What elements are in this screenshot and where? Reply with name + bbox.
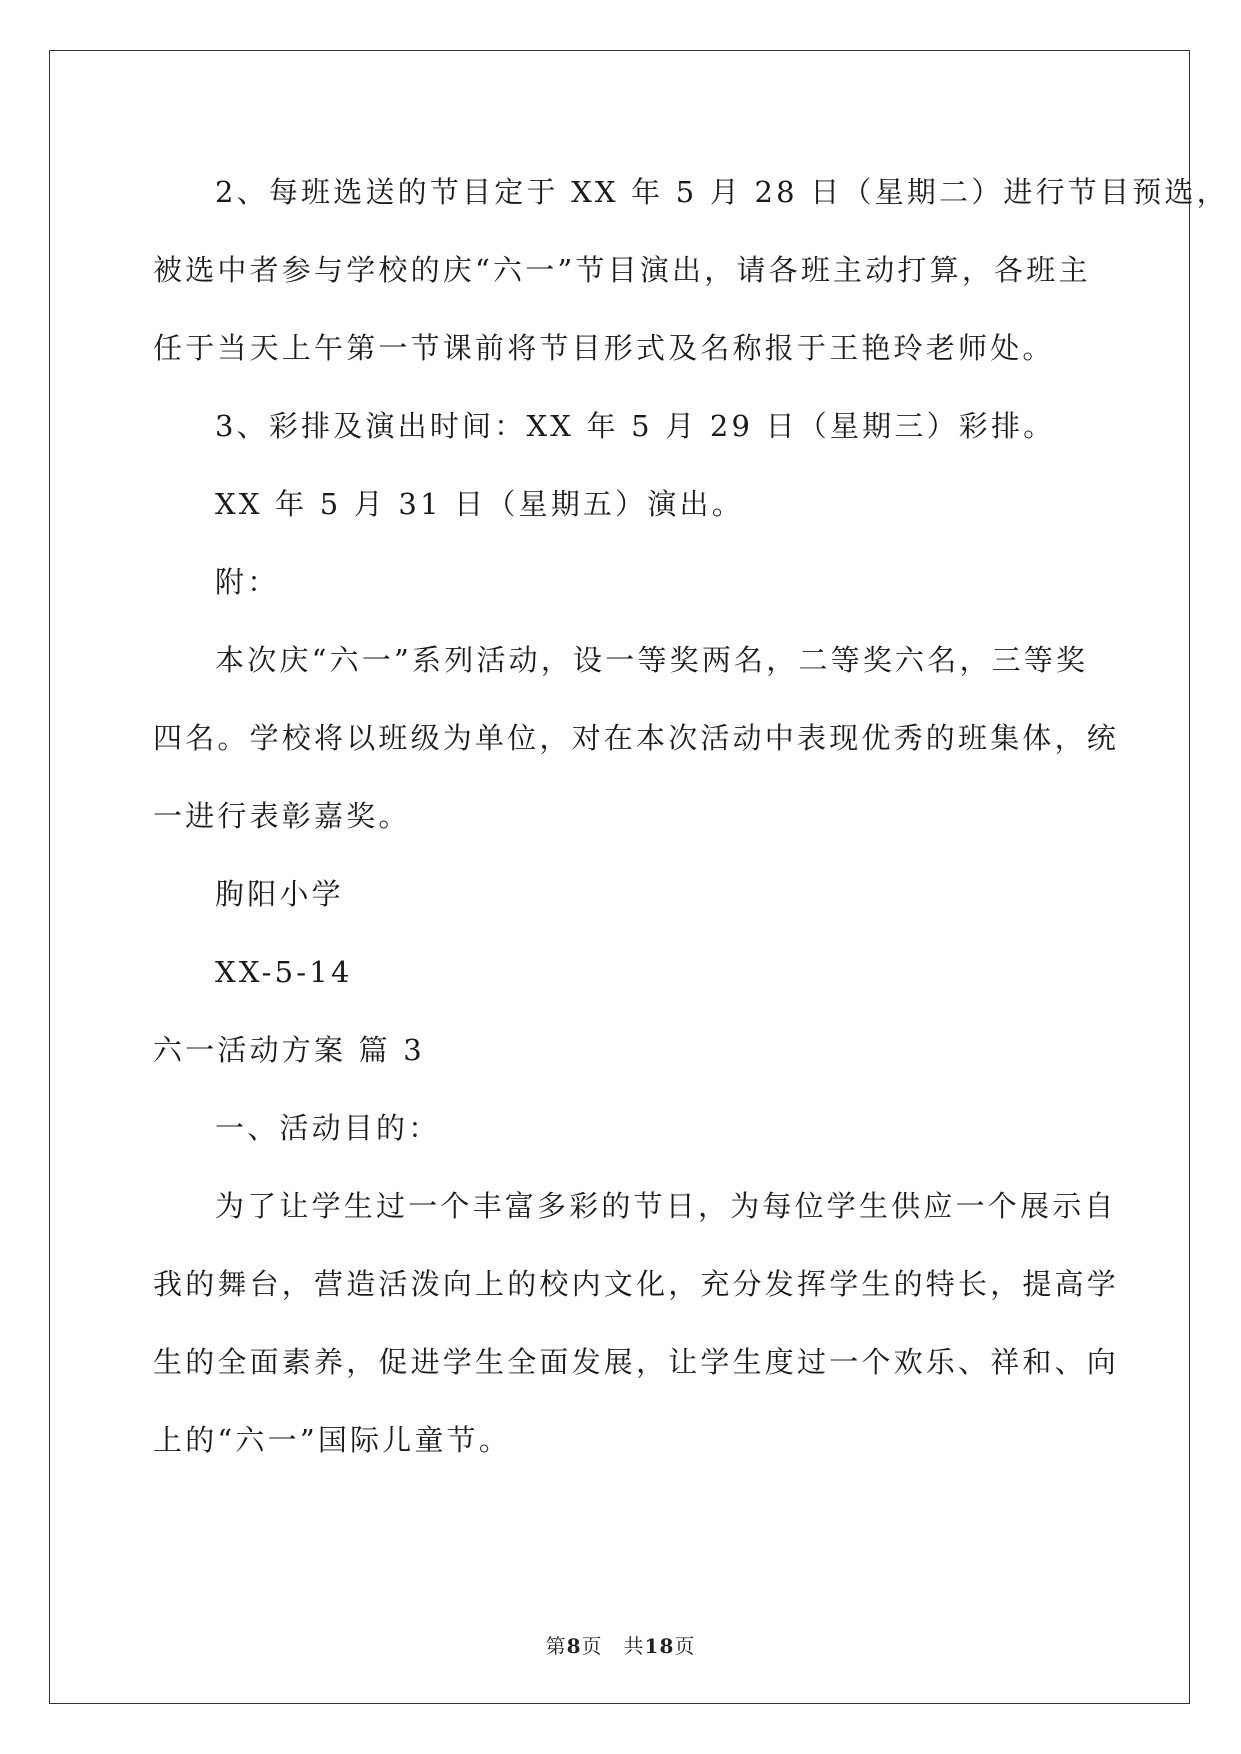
paragraph-line: 被选中者参与学校的庆“六一”节目演出，请各班主动打算，各班主 (153, 253, 1091, 287)
paragraph-line: 一进行表彰嘉奖。 (153, 799, 411, 833)
paragraph-line: XX 年 5 月 31 日（星期五）演出。 (215, 487, 744, 521)
paragraph-line: 四名。学校将以班级为单位，对在本次活动中表现优秀的班集体，统 (153, 721, 1120, 755)
paragraph-line: 本次庆“六一”系列活动，设一等奖两名，二等奖六名，三等奖 (215, 643, 1089, 677)
current-page-number: 8 (566, 1634, 582, 1658)
paragraph-line: 生的全面素养，促进学生全面发展，让学生度过一个欢乐、祥和、向 (153, 1345, 1120, 1379)
footer-suffix: 页 (674, 1634, 696, 1658)
footer-middle: 页 共 (581, 1634, 645, 1658)
paragraph-line: 2、每班选送的节目定于 XX 年 5 月 28 日（星期二）进行节目预选， (215, 175, 1229, 209)
signature-date: XX-5-14 (215, 955, 353, 989)
paragraph-line: 任于当天上午第一节课前将节目形式及名称报于王艳玲老师处。 (153, 331, 1055, 365)
paragraph-line: 我的舞台，营造活泼向上的校内文化，充分发挥学生的特长，提高学 (153, 1267, 1120, 1301)
signature-school: 朐阳小学 (215, 877, 344, 911)
footer-prefix: 第 (545, 1634, 567, 1658)
subsection-heading: 一、活动目的： (215, 1111, 441, 1145)
paragraph-line: 3、彩排及演出时间：XX 年 5 月 29 日（星期三）彩排。 (215, 409, 1056, 443)
section-heading: 六一活动方案 篇 3 (153, 1033, 425, 1067)
paragraph-line: 附： (215, 565, 280, 599)
page-footer (0, 1630, 1241, 1659)
paragraph-line: 上的“六一”国际儿童节。 (153, 1423, 512, 1457)
paragraph-line: 为了让学生过一个丰富多彩的节日，为每位学生供应一个展示自 (215, 1189, 1117, 1223)
total-pages-number: 18 (644, 1634, 675, 1658)
document-body (153, 165, 1229, 1491)
